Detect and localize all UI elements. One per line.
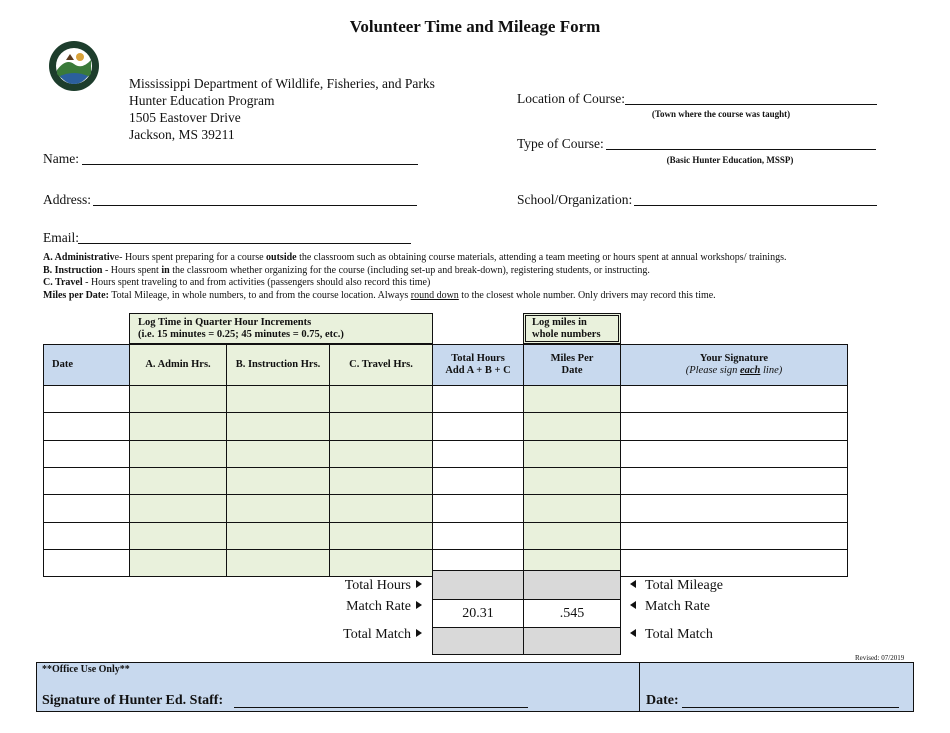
miles-cell[interactable] — [523, 467, 621, 495]
signature-cell[interactable] — [620, 494, 848, 523]
signature-cell[interactable] — [620, 549, 848, 577]
date-cell[interactable] — [43, 385, 130, 413]
log-time-header: Log Time in Quarter Hour Increments (i.e. 15 minutes = 0.25; 45 minutes = 0.75, etc.) — [129, 313, 433, 344]
right-arrow-icon — [416, 629, 422, 637]
instruction-hours-cell[interactable] — [226, 549, 330, 577]
course-type-hint: (Basic Hunter Education, MSSP) — [666, 155, 794, 165]
location-label: Location of Course: — [517, 91, 625, 106]
signature-cell[interactable] — [620, 467, 848, 495]
miles-cell[interactable] — [523, 412, 621, 441]
travel-hours-cell[interactable] — [329, 385, 433, 413]
left-arrow-icon — [630, 580, 636, 588]
travel-hours-cell[interactable] — [329, 412, 433, 441]
mdwfp-seal-icon — [48, 40, 100, 92]
total-mileage-cell[interactable] — [523, 570, 621, 600]
total-hours-row-cell[interactable] — [432, 440, 524, 468]
left-arrow-icon — [630, 601, 636, 609]
staff-signature-field[interactable] — [234, 707, 528, 708]
total-hours-cell[interactable] — [432, 570, 524, 600]
admin-hours-cell[interactable] — [129, 549, 227, 577]
location-hint: (Town where the course was taught) — [651, 109, 791, 119]
mileage-match-rate: .545 — [523, 599, 621, 628]
instruction-hours-column-header: B. Instruction Hrs. — [226, 344, 330, 386]
total-match-label: Total Match — [300, 627, 422, 643]
office-date-field[interactable] — [682, 707, 899, 708]
hours-match-rate: 20.31 — [432, 599, 524, 628]
name-label: Name: — [43, 151, 79, 166]
travel-hours-cell[interactable] — [329, 467, 433, 495]
admin-hours-cell[interactable] — [129, 522, 227, 550]
instruction-hours-cell[interactable] — [226, 412, 330, 441]
school-label: School/Organization: — [517, 192, 633, 207]
right-arrow-icon — [416, 601, 422, 609]
definition-travel: C. Travel - Hours spent traveling to and from activities (passengers should also record this time) — [43, 277, 431, 289]
match-rate-label: Match Rate — [300, 599, 422, 615]
total-hours-column-header: Total Hours Add A + B + C — [432, 344, 524, 386]
instruction-hours-cell[interactable] — [226, 467, 330, 495]
miles-cell[interactable] — [523, 494, 621, 523]
miles-per-date-column-header: Miles Per Date — [523, 344, 621, 386]
city-state-zip: Jackson, MS 39211 — [129, 127, 235, 142]
definition-admin: A. Administrative- Hours spent preparing for a course outside the classroom such as obtaining course materials, attending a team meeting or hours spent at annual workshops/ trainings. — [43, 252, 787, 263]
signature-cell[interactable] — [620, 385, 848, 413]
signature-cell[interactable] — [620, 412, 848, 441]
email-label: Email: — [43, 230, 79, 245]
miles-cell[interactable] — [523, 522, 621, 550]
location-field[interactable] — [625, 104, 877, 105]
instruction-hours-cell[interactable] — [226, 522, 330, 550]
office-use-heading: **Office Use Only** — [42, 664, 130, 675]
total-hours-row-cell[interactable] — [432, 385, 524, 413]
total-hours-row-cell[interactable] — [432, 467, 524, 495]
course-type-field[interactable] — [606, 149, 876, 150]
date-cell[interactable] — [43, 522, 130, 550]
travel-hours-column-header: C. Travel Hrs. — [329, 344, 433, 386]
course-type-label: Type of Course: — [517, 136, 604, 151]
agency-address — [129, 75, 435, 143]
signature-column-header: Your Signature (Please sign each line) — [620, 344, 848, 386]
address-field[interactable] — [93, 205, 417, 206]
hour-definitions — [43, 252, 923, 302]
office-divider — [639, 662, 640, 712]
total-mileage-match-cell[interactable] — [523, 627, 621, 655]
match-rate-right-label: Match Rate — [630, 599, 710, 615]
admin-hours-cell[interactable] — [129, 412, 227, 441]
date-column-header: Date — [43, 344, 130, 386]
instruction-hours-cell[interactable] — [226, 494, 330, 523]
total-hours-row-cell[interactable] — [432, 412, 524, 441]
total-match-right-label: Total Match — [630, 627, 713, 643]
miles-cell[interactable] — [523, 385, 621, 413]
admin-hours-cell[interactable] — [129, 385, 227, 413]
form-title: Volunteer Time and Mileage Form — [349, 17, 601, 36]
total-hours-row-cell[interactable] — [432, 494, 524, 523]
right-arrow-icon — [416, 580, 422, 588]
admin-hours-column-header: A. Admin Hrs. — [129, 344, 227, 386]
travel-hours-cell[interactable] — [329, 522, 433, 550]
total-hours-row-cell[interactable] — [432, 522, 524, 550]
street-address: 1505 Eastover Drive — [129, 110, 241, 125]
admin-hours-cell[interactable] — [129, 494, 227, 523]
agency-name: Mississippi Department of Wildlife, Fisheries, and Parks — [129, 76, 435, 91]
signature-cell[interactable] — [620, 522, 848, 550]
instruction-hours-cell[interactable] — [226, 440, 330, 468]
total-hours-match-cell[interactable] — [432, 627, 524, 655]
date-cell[interactable] — [43, 440, 130, 468]
admin-hours-cell[interactable] — [129, 467, 227, 495]
revision-date: Revised: 07/2019 — [855, 654, 905, 662]
program-name: Hunter Education Program — [129, 93, 275, 108]
miles-cell[interactable] — [523, 440, 621, 468]
name-field[interactable] — [82, 164, 418, 165]
staff-signature-label: Signature of Hunter Ed. Staff: — [42, 693, 224, 708]
log-miles-header: Log miles in whole numbers — [523, 313, 621, 344]
date-cell[interactable] — [43, 467, 130, 495]
email-field[interactable] — [78, 243, 411, 244]
total-mileage-label: Total Mileage — [630, 578, 723, 594]
signature-cell[interactable] — [620, 440, 848, 468]
date-cell[interactable] — [43, 549, 130, 577]
left-arrow-icon — [630, 629, 636, 637]
office-date-label: Date: — [646, 693, 679, 708]
admin-hours-cell[interactable] — [129, 440, 227, 468]
travel-hours-cell[interactable] — [329, 549, 433, 577]
instruction-hours-cell[interactable] — [226, 385, 330, 413]
school-field[interactable] — [634, 205, 877, 206]
total-hours-label: Total Hours — [300, 578, 422, 594]
travel-hours-cell[interactable] — [329, 494, 433, 523]
date-cell[interactable] — [43, 494, 130, 523]
address-label: Address: — [43, 192, 91, 207]
definition-instruction: B. Instruction - Hours spent in the classroom whether organizing for the course (including set-up and break-down), registering students, or instructing. — [43, 264, 650, 276]
travel-hours-cell[interactable] — [329, 440, 433, 468]
definition-miles: Miles per Date: Total Mileage, in whole numbers, to and from the course location. Always round down to the closest whole number. Only drivers may record this time. — [43, 289, 716, 301]
date-cell[interactable] — [43, 412, 130, 441]
